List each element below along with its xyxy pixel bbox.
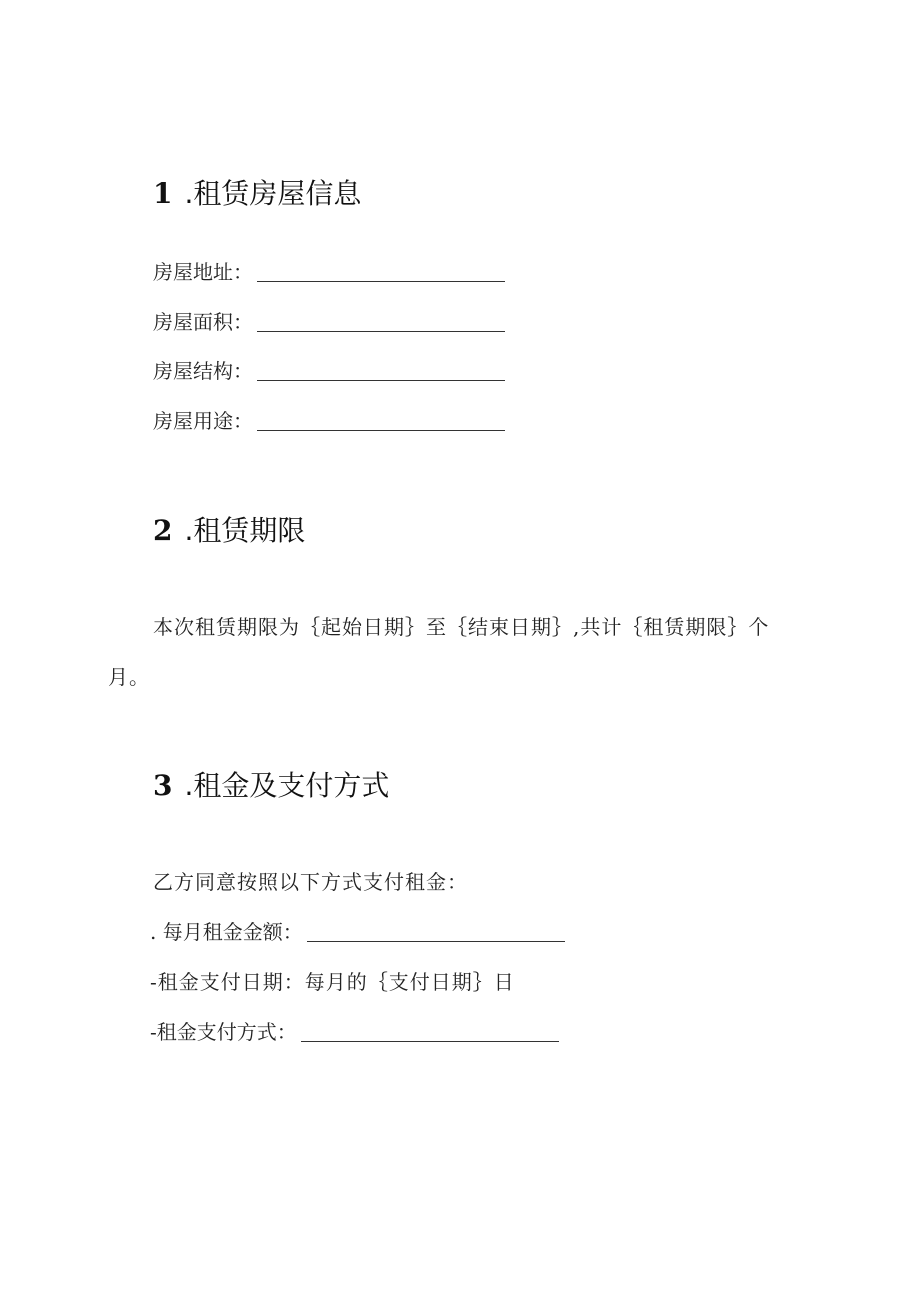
blank-line[interactable] [307,923,565,942]
section-2-heading [153,514,306,547]
field-house-address [153,262,505,282]
lease-term-paragraph: 本次租赁期限为｛起始日期｝至｛结束日期｝,共计｛租赁期限｝个 [153,615,770,639]
field-house-structure [153,361,505,381]
lease-term-paragraph-cont: 月。 [108,665,150,689]
blank-line[interactable] [257,263,505,282]
blank-line[interactable] [301,1023,559,1042]
blank-line[interactable] [257,412,505,431]
field-payment-date: -租金支付日期：每月的｛支付日期｝日 [150,970,515,994]
field-payment-method [150,1022,559,1042]
field-monthly-rent [150,922,565,942]
field-house-usage [153,411,505,431]
section-title: .租金及支付方式 [184,769,390,802]
field-label: 房屋结构： [153,359,253,383]
section-number: 2 [153,514,173,547]
section-1-heading [153,177,362,210]
blank-line[interactable] [257,362,505,381]
section-number: 1 [153,177,173,210]
field-label: 房屋用途： [153,409,253,433]
section-title: .租赁期限 [184,514,306,547]
blank-line[interactable] [257,313,505,332]
field-house-area [153,312,505,332]
section-title: .租赁房屋信息 [184,177,362,210]
field-label: . 每月租金金额： [150,920,303,944]
section-number: 3 [153,769,173,802]
payment-intro: 乙方同意按照以下方式支付租金： [153,870,468,894]
field-label: 房屋面积： [153,310,253,334]
field-label: -租金支付方式： [150,1020,297,1044]
field-label: 房屋地址： [153,260,253,284]
section-3-heading [153,769,390,802]
